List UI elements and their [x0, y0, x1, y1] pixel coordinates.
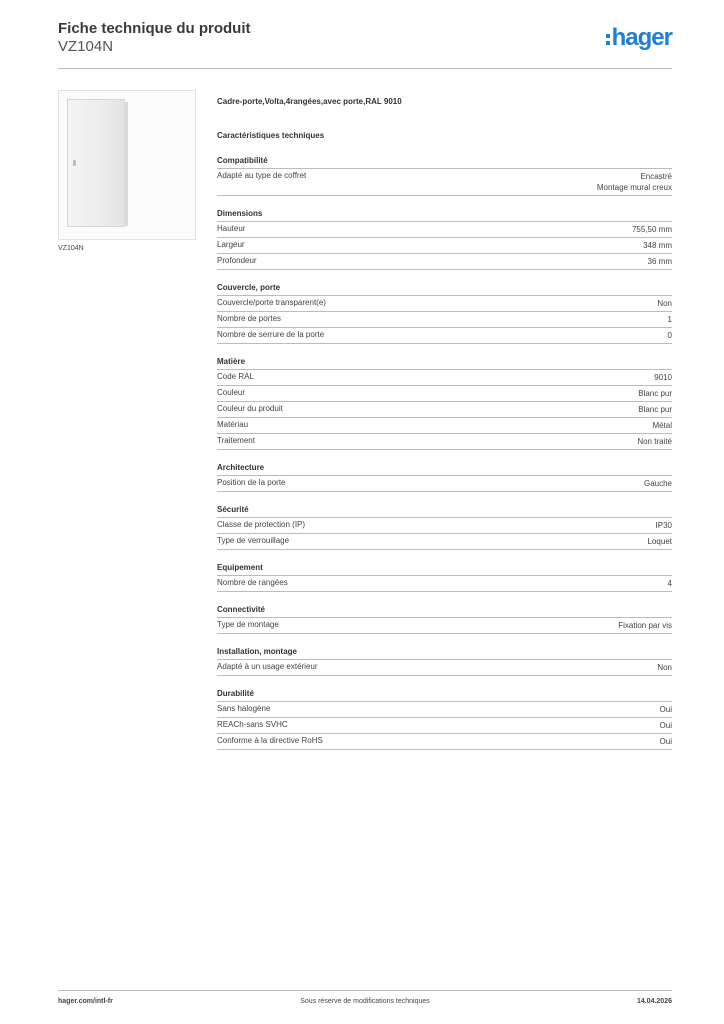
product-image-caption: VZ104N: [58, 245, 84, 252]
spec-label: Couleur: [217, 388, 246, 397]
spec-row: [217, 169, 672, 196]
spec-value-line: Encastré: [640, 172, 672, 181]
spec-value-line: Gauche: [643, 479, 672, 488]
spec-value-line: 36 mm: [647, 257, 672, 266]
product-description: Cadre-porte,Volta,4rangées,avec porte,RAL 9010: [217, 97, 402, 106]
spec-section: [217, 689, 672, 750]
spec-value-line: Blanc pur: [638, 405, 672, 414]
spec-value-line: 755,50 mm: [631, 225, 672, 234]
spec-label: Nombre de serrure de la porte: [217, 330, 325, 339]
spec-row: [217, 476, 672, 492]
spec-value: [657, 662, 672, 673]
spec-value-line: Montage mural creux: [596, 183, 672, 192]
logo-wordmark: hager: [611, 24, 672, 51]
spec-section: [217, 563, 672, 592]
section-title: Durabilité: [217, 689, 672, 702]
spec-section: [217, 505, 672, 550]
spec-content: [217, 96, 672, 750]
section-title: Architecture: [217, 463, 672, 476]
spec-label: Traitement: [217, 436, 255, 445]
spec-label: Couleur du produit: [217, 404, 283, 413]
spec-label: Adapté à un usage extérieur: [217, 662, 318, 671]
door-panel-illustration: [67, 99, 125, 227]
spec-value: [648, 256, 672, 267]
footer-date: 14.04.2026: [636, 998, 672, 1005]
spec-value-line: IP30: [655, 521, 672, 530]
spec-value: [668, 578, 672, 589]
spec-label: Classe de protection (IP): [217, 520, 306, 529]
footer-website: hager.com/intl-fr: [58, 998, 113, 1005]
spec-value: [656, 520, 672, 531]
header-divider: [58, 68, 672, 69]
spec-row: [217, 312, 672, 328]
spec-section: [217, 357, 672, 450]
spec-value-line: Oui: [659, 721, 672, 730]
section-title: Matière: [217, 357, 672, 370]
spec-row: [217, 518, 672, 534]
spec-value: [618, 620, 672, 631]
spec-value: [660, 704, 672, 715]
spec-section: [217, 156, 672, 196]
hager-logo: [606, 26, 672, 50]
spec-label: Position de la porte: [217, 478, 286, 487]
spec-label: Sans halogène: [217, 704, 271, 713]
spec-row: [217, 718, 672, 734]
spec-value-line: Non: [657, 299, 672, 308]
spec-row: [217, 534, 672, 550]
section-title: Couvercle, porte: [217, 283, 672, 296]
spec-label: Profondeur: [217, 256, 257, 265]
spec-value: [638, 404, 672, 415]
product-image: [58, 90, 196, 240]
spec-value-line: Non traité: [637, 437, 672, 446]
spec-value: [660, 720, 672, 731]
spec-row: [217, 618, 672, 634]
section-title: Installation, montage: [217, 647, 672, 660]
spec-value: [652, 420, 672, 431]
spec-label: Nombre de portes: [217, 314, 282, 323]
spec-row: [217, 254, 672, 270]
specs-heading: Caractéristiques techniques: [217, 131, 325, 140]
spec-value-line: Blanc pur: [638, 389, 672, 398]
spec-value: [668, 314, 672, 325]
spec-section: [217, 463, 672, 492]
section-title: Compatibilité: [217, 156, 672, 169]
document-header: [58, 20, 672, 70]
spec-row: [217, 402, 672, 418]
spec-row: [217, 238, 672, 254]
spec-row: [217, 418, 672, 434]
spec-row: [217, 370, 672, 386]
spec-value-line: Oui: [659, 737, 672, 746]
spec-section: [217, 209, 672, 270]
spec-value-line: Fixation par vis: [618, 621, 672, 630]
spec-value-line: 0: [667, 331, 672, 340]
section-title: Equipement: [217, 563, 672, 576]
section-title: Sécurité: [217, 505, 672, 518]
spec-section: [217, 647, 672, 676]
spec-row: [217, 660, 672, 676]
spec-value-line: 9010: [654, 373, 672, 382]
spec-label: Hauteur: [217, 224, 246, 233]
spec-value: [660, 736, 672, 747]
spec-row: [217, 702, 672, 718]
spec-row: [217, 576, 672, 592]
spec-label: Code RAL: [217, 372, 254, 381]
spec-value-line: Métal: [652, 421, 672, 430]
section-title: Connectivité: [217, 605, 672, 618]
spec-section: [217, 283, 672, 344]
spec-value: [638, 388, 672, 399]
spec-value-line: 4: [667, 579, 672, 588]
spec-value: [597, 171, 672, 193]
product-code: VZ104N: [58, 38, 114, 55]
spec-label: Type de verrouillage: [217, 536, 290, 545]
spec-label: Couvercle/porte transparent(e): [217, 298, 326, 307]
spec-label: REACh-sans SVHC: [217, 720, 288, 729]
spec-row: [217, 328, 672, 344]
spec-row: [217, 222, 672, 238]
spec-value: [637, 436, 672, 447]
door-edge: [124, 102, 128, 226]
logo-colon-icon: [606, 34, 610, 45]
footer-divider: [58, 990, 672, 991]
spec-label: Largeur: [217, 240, 245, 249]
spec-value-line: Oui: [659, 705, 672, 714]
spec-section: [217, 605, 672, 634]
spec-value-line: Non: [657, 663, 672, 672]
spec-label: Type de montage: [217, 620, 279, 629]
spec-value: [668, 330, 672, 341]
spec-row: [217, 734, 672, 750]
spec-row: [217, 386, 672, 402]
spec-label: Matériau: [217, 420, 249, 429]
spec-row: [217, 434, 672, 450]
spec-label: Adapté au type de coffret: [217, 171, 307, 180]
spec-value: [648, 536, 672, 547]
spec-sections: [217, 156, 672, 750]
footer-disclaimer: Sous réserve de modifications techniques: [300, 998, 430, 1005]
spec-value: [644, 478, 672, 489]
spec-value: [643, 240, 672, 251]
spec-value-line: 1: [667, 315, 672, 324]
spec-label: Nombre de rangées: [217, 578, 288, 587]
spec-value: [632, 224, 672, 235]
spec-value-line: 348 mm: [643, 241, 672, 250]
spec-label: Conforme à la directive RoHS: [217, 736, 323, 745]
section-title: Dimensions: [217, 209, 672, 222]
document-title: Fiche technique du produit: [58, 20, 251, 37]
spec-value-line: Loquet: [647, 537, 672, 546]
spec-value: [654, 372, 672, 383]
door-handle-icon: [73, 160, 76, 166]
spec-value: [657, 298, 672, 309]
spec-row: [217, 296, 672, 312]
